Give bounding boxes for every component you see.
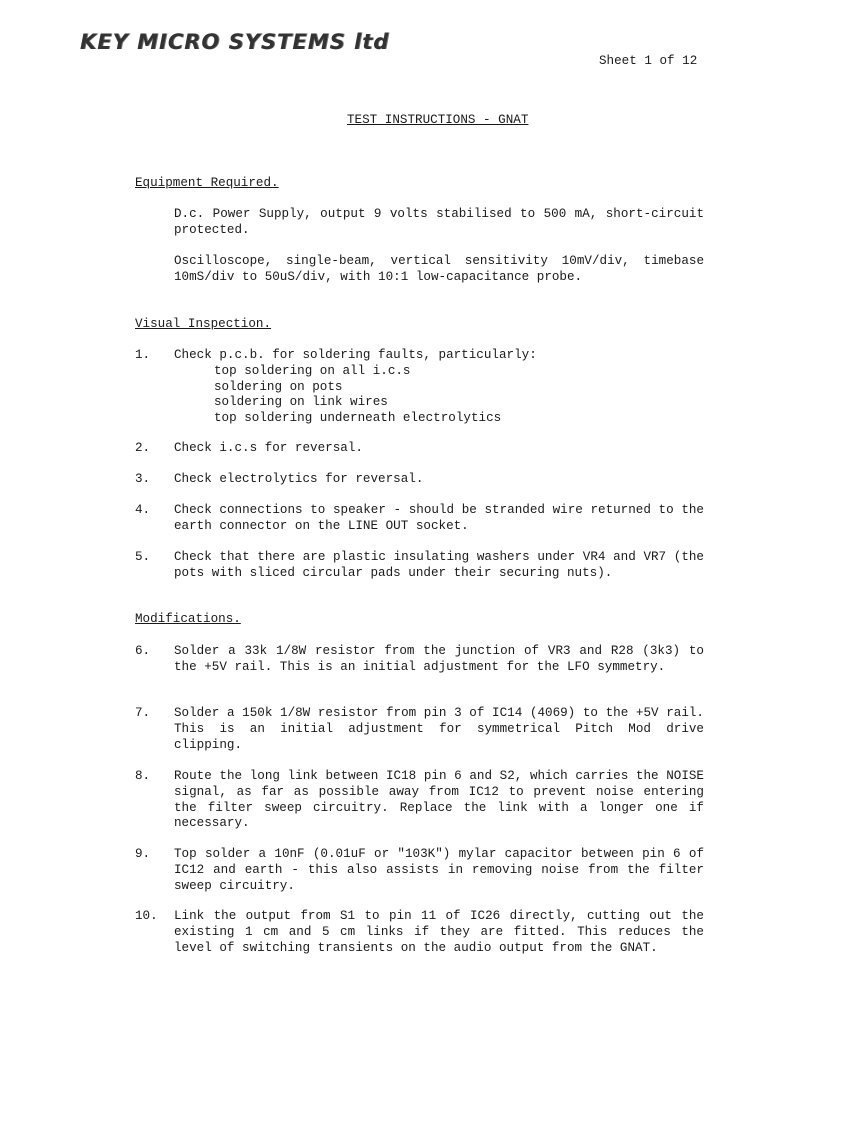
company-logo: KEY MICRO SYSTEMS ltd — [80, 30, 390, 54]
list-item: Check connections to speaker - should be stranded wire returned to the earth connector on the LINE OUT socket. — [174, 503, 704, 533]
visual-inspection-heading: Visual Inspection. — [135, 317, 272, 331]
item-number: 7. — [135, 706, 151, 720]
list-item: Check i.c.s for reversal. — [174, 441, 363, 455]
modifications-heading: Modifications. — [135, 612, 241, 626]
item-number: 4. — [135, 503, 151, 517]
sub-item: soldering on pots — [214, 379, 343, 394]
list-item — [174, 348, 704, 427]
item-number: 2. — [135, 441, 151, 455]
list-item: Solder a 150k 1/8W resistor from pin 3 of IC14 (4069) to the +5V rail. This is an initial adjustment for symmetrical Pitch Mod drive clipping. — [174, 706, 704, 752]
item-number: 1. — [135, 348, 151, 362]
equipment-oscilloscope: Oscilloscope, single-beam, vertical sensitivity 10mV/div, timebase 10mS/div to 50uS/div, with 10:1 low-capacitance probe. — [174, 254, 704, 284]
item-number: 5. — [135, 550, 151, 564]
list-item: Check electrolytics for reversal. — [174, 472, 424, 486]
sub-item: top soldering underneath electrolytics — [214, 411, 502, 426]
item-number: 9. — [135, 847, 151, 861]
list-item: Link the output from S1 to pin 11 of IC26 directly, cutting out the existing 1 cm and 5 cm links if they are fitted. This reduces the level of switching transients on the audio output from the GNAT. — [174, 909, 704, 955]
sub-item: soldering on link wires — [214, 395, 388, 410]
sub-item: top soldering on all i.c.s — [214, 363, 411, 378]
equipment-power-supply: D.c. Power Supply, output 9 volts stabilised to 500 mA, short-circuit protected. — [174, 207, 704, 237]
list-item: Solder a 33k 1/8W resistor from the junction of VR3 and R28 (3k3) to the +5V rail. This is an initial adjustment for the LFO symmetry. — [174, 644, 704, 674]
item-number: 3. — [135, 472, 151, 486]
item-number: 8. — [135, 769, 151, 783]
list-item: Route the long link between IC18 pin 6 and S2, which carries the NOISE signal, as far as possible away from IC12 to prevent noise entering the filter sweep circuitry. Replace the link with a longer one if necessary. — [174, 769, 704, 831]
item-text: Check p.c.b. for soldering faults, particularly: — [174, 348, 537, 362]
item-number: 6. — [135, 644, 151, 658]
sheet-number: Sheet 1 of 12 — [599, 54, 698, 68]
equipment-heading: Equipment Required. — [135, 176, 279, 190]
list-item: Top solder a 10nF (0.01uF or "103K") mylar capacitor between pin 6 of IC12 and earth - this also assists in removing noise from the filter sweep circuitry. — [174, 847, 704, 893]
list-item: Check that there are plastic insulating washers under VR4 and VR7 (the pots with sliced circular pads under their securing nuts). — [174, 550, 704, 580]
item-number: 10. — [135, 909, 158, 923]
document-title: TEST INSTRUCTIONS - GNAT — [347, 113, 529, 127]
